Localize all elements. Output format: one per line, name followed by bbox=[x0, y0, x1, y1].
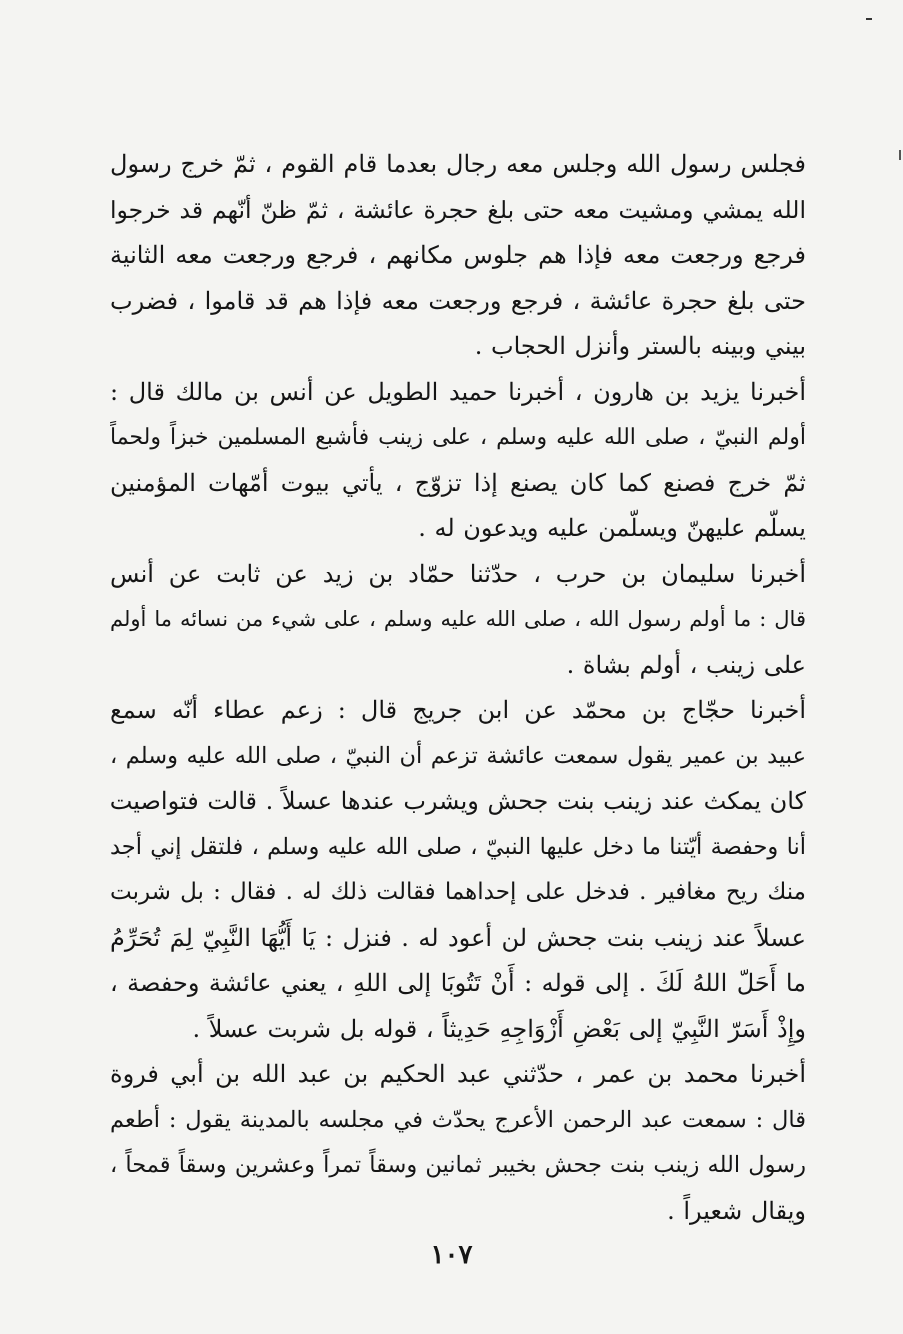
paragraph-1 bbox=[110, 142, 806, 370]
text-line: ويقال شعيراً . bbox=[667, 1196, 806, 1225]
text-line: أولم النبيّ ، صلى الله عليه وسلم ، على زينب فأشبع المسلمين خبزاً ولحماً bbox=[110, 425, 806, 450]
text-line: قال : ما أولم رسول الله ، صلى الله عليه وسلم ، على شيء من نسائه ما أولم bbox=[110, 607, 806, 631]
text-line: فرجع ورجعت معه فإذا هم جلوس مكانهم ، فرجع ورجعت معه الثانية bbox=[110, 241, 806, 269]
text-line: بيني وبينه بالستر وأنزل الحجاب . bbox=[474, 332, 806, 360]
paragraph-3 bbox=[110, 552, 806, 689]
text-line: قال : سمعت عبد الرحمن الأعرج يحدّث في مجلسه بالمدينة يقول : أطعم bbox=[110, 1106, 806, 1133]
text-line: الله يمشي ومشيت معه حتى بلغ حجرة عائشة ، ثمّ ظنّ أنّهم قد خرجوا bbox=[110, 195, 806, 224]
scan-mark-edge bbox=[899, 150, 901, 160]
text-line: ما أَحَلّ اللهُ لَكَ . إلى قوله : أَنْ تَتُوبَا إلى اللهِ ، يعني عائشة وحفصة ، bbox=[110, 969, 806, 997]
text-line: أخبرنا محمد بن عمر ، حدّثني عبد الحكيم بن عبد الله بن أبي فروة bbox=[110, 1060, 806, 1088]
scan-mark bbox=[866, 18, 872, 20]
page-body bbox=[110, 142, 806, 1234]
paragraph-4 bbox=[110, 688, 806, 1052]
text-line: عبيد بن عمير يقول سمعت عائشة تزعم أن النبيّ ، صلى الله عليه وسلم ، bbox=[110, 742, 806, 769]
text-line: عسلاً عند زينب بنت جحش لن أعود له . فنزل : يَا أَيُّهَا النَّبِيّ لِمَ تُحَرِّمُ bbox=[110, 923, 806, 952]
text-line: كان يمكث عند زينب بنت جحش ويشرب عندها عسلاً . قالت فتواصيت bbox=[110, 787, 806, 815]
text-line: على زينب ، أولم بشاة . bbox=[566, 650, 806, 679]
text-line: أخبرنا يزيد بن هارون ، أخبرنا حميد الطويل عن أنس بن مالك قال : bbox=[110, 377, 806, 406]
text-line: أنا وحفصة أيّتنا ما دخل عليها النبيّ ، صلى الله عليه وسلم ، فلتقل إني أجد bbox=[110, 833, 806, 860]
text-line: وإِذْ أَسَرّ النَّبِيّ إلى بَعْضِ أَزْوَاجِهِ حَدِيثاً ، قوله بل شربت عسلاً . bbox=[192, 1014, 806, 1043]
text-line: منك ريح مغافير . فدخل على إحداهما فقالت ذلك له . فقال : بل شربت bbox=[110, 879, 806, 905]
page-number: ١٠٧ bbox=[430, 1240, 473, 1270]
text-line: يسلّم عليهنّ ويسلّمن عليه ويدعون له . bbox=[418, 514, 806, 542]
paragraph-2 bbox=[110, 370, 806, 552]
text-line: حتى بلغ حجرة عائشة ، فرجع ورجعت معه فإذا هم قد قاموا ، فضرب bbox=[110, 286, 806, 315]
text-line: أخبرنا حجّاج بن محمّد عن ابن جريج قال : زعم عطاء أنّه سمع bbox=[110, 696, 806, 724]
text-line: فجلس رسول الله وجلس معه رجال بعدما قام القوم ، ثمّ خرج رسول bbox=[110, 150, 806, 178]
paragraph-5 bbox=[110, 1052, 806, 1234]
text-line: أخبرنا سليمان بن حرب ، حدّثنا حمّاد بن زيد عن ثابت عن أنس bbox=[110, 559, 806, 588]
text-line: رسول الله زينب بنت جحش بخيبر ثمانين وسقاً تمراً وعشرين وسقاً قمحاً ، bbox=[110, 1152, 806, 1178]
text-line: ثمّ خرج فصنع كما كان يصنع إذا تزوّج ، يأتي بيوت أمّهات المؤمنين bbox=[110, 468, 806, 497]
